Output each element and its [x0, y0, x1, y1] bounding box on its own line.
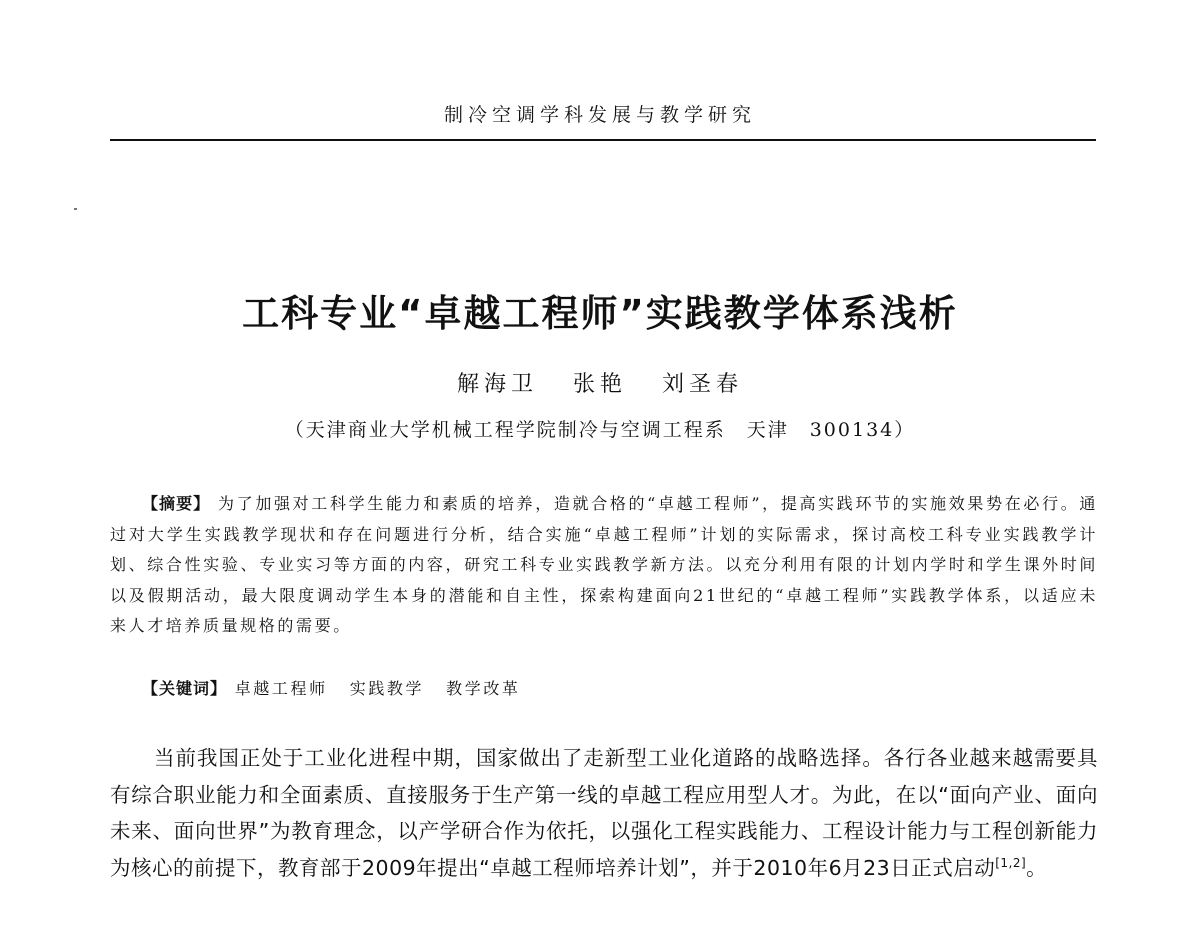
body-paragraph [110, 740, 1098, 886]
abstract-text: 为了加强对工科学生能力和素质的培养，造就合格的“卓越工程师”，提高实践环节的实施效果势在必行。通过对大学生实践教学现状和存在问题进行分析，结合实施“卓越工程师”计划的实际需求，探讨高校工科专业实践教学计划、综合性实验、专业实习等方面的内容，研究工科专业实践教学新方法。以充分利用有限的计划内学时和学生课外时间以及假期活动，最大限度调动学生本身的潜能和自主性，探索构建面向21世纪的“卓越工程师”实践教学体系，以适应未来人才培养质量规格的需要。 [110, 494, 1098, 635]
citation: [1,2] [995, 855, 1027, 870]
author-name: 张艳 [572, 372, 627, 397]
keywords-label: 【关键词】 [142, 679, 228, 698]
author-list [0, 367, 1200, 398]
paper-title: 工科专业“卓越工程师”实践教学体系浅析 [242, 292, 958, 335]
body-text: 当前我国正处于工业化进程中期，国家做出了走新型工业化道路的战略选择。各行各业越来越需要具有综合职业能力和全面素质、直接服务于生产第一线的卓越工程应用型人才。为此，在以“面向产业、面向未来、面向世界”为教育理念，以产学研合作为依托，以强化工程实践能力、工程设计能力与工程创新能力为核心的前提下，教育部于2009年提出“卓越工程师培养计划”，并于2010年6月23日正式启动 [110, 746, 1098, 880]
scan-speck [74, 208, 77, 210]
affiliation: （天津商业大学机械工程学院制冷与空调工程系 天津 300134） [284, 419, 916, 441]
keyword: 教学改革 [446, 679, 521, 698]
running-header: 制冷空调学科发展与教学研究 [443, 104, 756, 126]
abstract [110, 489, 1098, 642]
body-text-ending: 。 [1026, 855, 1048, 880]
keyword: 实践教学 [349, 679, 425, 698]
keyword: 卓越工程师 [234, 679, 328, 698]
header-rule [110, 139, 1096, 141]
author-name: 解海卫 [456, 372, 538, 397]
author-name: 刘圣春 [662, 372, 744, 397]
abstract-label: 【摘要】 [142, 494, 211, 513]
keywords [110, 676, 1098, 699]
